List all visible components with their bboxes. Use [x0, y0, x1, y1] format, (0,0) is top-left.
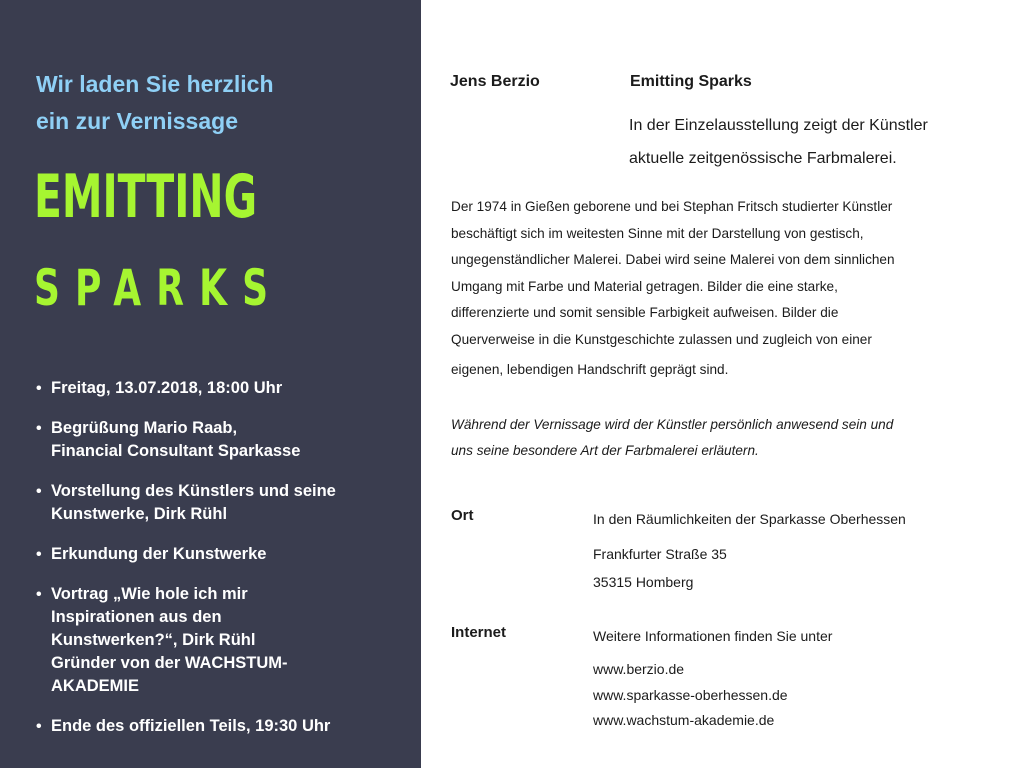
agenda-item-end: [36, 715, 416, 738]
left-panel: [0, 0, 421, 768]
note-line: uns seine besondere Art der Farbmalerei erläutern.: [451, 443, 759, 458]
description-line: Der 1974 in Gießen geborene und bei Stephan Fritsch studierter Künstler: [451, 199, 893, 214]
invitation-line-1: Wir laden Sie herzlich: [36, 71, 274, 97]
website-link[interactable]: www.berzio.de: [593, 661, 685, 677]
agenda-item-lecture: [36, 583, 416, 698]
invitation-line-2: ein zur Vernissage: [36, 108, 238, 134]
agenda-item-line: Gründer von der WACHSTUM-: [51, 654, 288, 672]
location-line: Frankfurter Straße 35: [593, 546, 727, 562]
website-link[interactable]: www.sparkasse-oberhessen.de: [593, 687, 788, 703]
bullet-icon: •: [36, 586, 42, 603]
agenda-item-line: Inspirationen aus den: [51, 608, 222, 626]
location-line: In den Räumlichkeiten der Sparkasse Oberhessen: [593, 511, 906, 527]
agenda-item-exploration: [36, 543, 416, 566]
bullet-icon: •: [36, 380, 42, 397]
intro-line: aktuelle zeitgenössische Farbmalerei.: [629, 150, 897, 167]
exhibition-intro: [629, 109, 1019, 175]
agenda-item-line: Erkundung der Kunstwerke: [51, 545, 267, 563]
agenda-item-welcome: [36, 417, 416, 463]
internet-intro: Weitere Informationen finden Sie unter: [593, 628, 833, 644]
description-line: beschäftigt sich im weitesten Sinne mit der Darstellung von gestisch,: [451, 225, 864, 241]
exhibition-title: Emitting Sparks: [630, 73, 752, 90]
agenda-item-line: Financial Consultant Sparkasse: [51, 442, 301, 460]
internet-label: Internet: [451, 624, 507, 641]
location-line: 35315 Homberg: [593, 574, 694, 590]
agenda-item-line: Kunstwerken?“, Dirk Rühl: [51, 631, 256, 649]
description-line: ungegenständlicher Malerei. Dabei wird seine Malerei von dem sinnlichen: [451, 252, 895, 268]
title-sparks: SPARKS: [34, 259, 284, 317]
agenda-item-line: Ende des offiziellen Teils, 19:30 Uhr: [51, 717, 331, 735]
artist-description: [451, 194, 1011, 383]
description-line: Querverweise in die Kunstgeschichte zulassen und zugleich von einer: [451, 331, 872, 347]
agenda-item-line: Kunstwerke, Dirk Rühl: [51, 505, 228, 523]
agenda-item-date: [36, 377, 416, 400]
title-emitting: EMITTING: [34, 162, 258, 232]
description-line: differenzierte und somit sensible Farbigkeit aufweisen. Bilder die: [451, 305, 839, 321]
vernissage-note: [451, 412, 1011, 464]
agenda-item-line: Vortrag „Wie hole ich mir: [51, 585, 248, 603]
agenda-list: [36, 377, 416, 755]
bullet-icon: •: [36, 420, 42, 437]
location-label: Ort: [451, 507, 474, 524]
bullet-icon: •: [36, 718, 42, 735]
intro-line: In der Einzelausstellung zeigt der Künstler: [629, 117, 928, 134]
agenda-item-line: Begrüßung Mario Raab,: [51, 419, 238, 437]
agenda-item-introduction: [36, 480, 416, 526]
website-link[interactable]: www.wachstum-akademie.de: [593, 712, 775, 728]
location-details: [593, 505, 906, 596]
agenda-item-line: Freitag, 13.07.2018, 18:00 Uhr: [51, 379, 283, 397]
description-line: eigenen, lebendigen Handschrift geprägt sind.: [451, 361, 729, 377]
invitation-heading: [36, 66, 406, 140]
artist-name: Jens Berzio: [450, 73, 540, 90]
note-line: Während der Vernissage wird der Künstler persönlich anwesend sein und: [451, 417, 894, 432]
agenda-item-line: Vorstellung des Künstlers und seine: [51, 482, 336, 500]
description-line: Umgang mit Farbe und Material getragen. Bilder die eine starke,: [451, 278, 838, 294]
agenda-item-line: AKADEMIE: [51, 677, 140, 695]
bullet-icon: •: [36, 483, 42, 500]
internet-details: [593, 622, 832, 732]
bullet-icon: •: [36, 546, 42, 563]
